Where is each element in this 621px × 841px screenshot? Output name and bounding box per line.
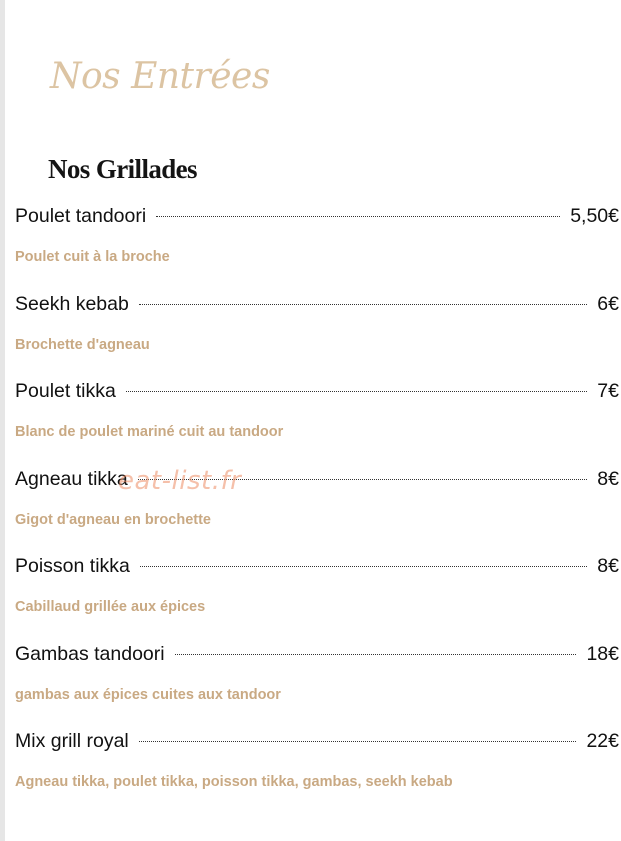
dotted-leader: [126, 391, 587, 392]
dotted-leader: [140, 566, 587, 567]
menu-item-price: 8€: [597, 467, 619, 490]
menu-item: [15, 205, 619, 293]
dotted-leader: [139, 741, 577, 742]
menu-item-name: Mix grill royal: [15, 730, 129, 752]
menu-item-price: 7€: [597, 380, 619, 402]
section-title: Nos Entrées: [50, 56, 270, 97]
watermark: eat-list.fr: [118, 466, 242, 496]
menu-item-description: Brochette d'agneau: [15, 336, 150, 353]
menu-item-line: [15, 468, 619, 498]
subsection-title: Nos Grillades: [48, 154, 197, 184]
menu-item-line: [15, 555, 619, 585]
dotted-leader: [175, 654, 577, 655]
menu-item-name: Agneau tikka: [15, 467, 128, 490]
menu-item-line: [15, 643, 619, 673]
menu-item: [15, 380, 619, 468]
menu-item-description: Cabillaud grillée aux épices: [15, 599, 206, 615]
menu-item: [15, 555, 619, 643]
menu-item-description: Poulet cuit à la broche: [15, 249, 170, 265]
menu-item-description: Agneau tikka, poulet tikka, poisson tikka, gambas, seekh kebab: [15, 774, 453, 790]
menu-item-price: 18€: [586, 642, 619, 665]
menu-item-name: Gambas tandoori: [15, 642, 165, 665]
menu-item-name: Poulet tikka: [15, 380, 116, 402]
menu-item-price: 22€: [586, 730, 619, 752]
menu-item-price: 6€: [597, 292, 619, 315]
menu-item-price: 8€: [597, 555, 619, 577]
dotted-leader: [156, 216, 560, 217]
menu-item-price: 5,50€: [570, 205, 619, 227]
menu-item-line: [15, 380, 619, 410]
menu-list: [15, 205, 619, 818]
menu-item-name: Seekh kebab: [15, 292, 129, 315]
menu-item-description: Blanc de poulet mariné cuit au tandoor: [15, 424, 284, 440]
menu-item: [15, 293, 619, 381]
menu-item-line: [15, 293, 619, 323]
menu-item-line: [15, 205, 619, 235]
menu-item-name: Poisson tikka: [15, 555, 130, 577]
menu-item: [15, 468, 619, 556]
menu-item-description: gambas aux épices cuites aux tandoor: [15, 686, 281, 703]
left-border: [0, 0, 5, 841]
menu-item: [15, 643, 619, 731]
menu-item-name: Poulet tandoori: [15, 205, 147, 227]
menu-item-line: [15, 730, 619, 760]
menu-item-description: Gigot d'agneau en brochette: [15, 511, 211, 528]
menu-item: [15, 730, 619, 818]
dotted-leader: [139, 304, 587, 305]
